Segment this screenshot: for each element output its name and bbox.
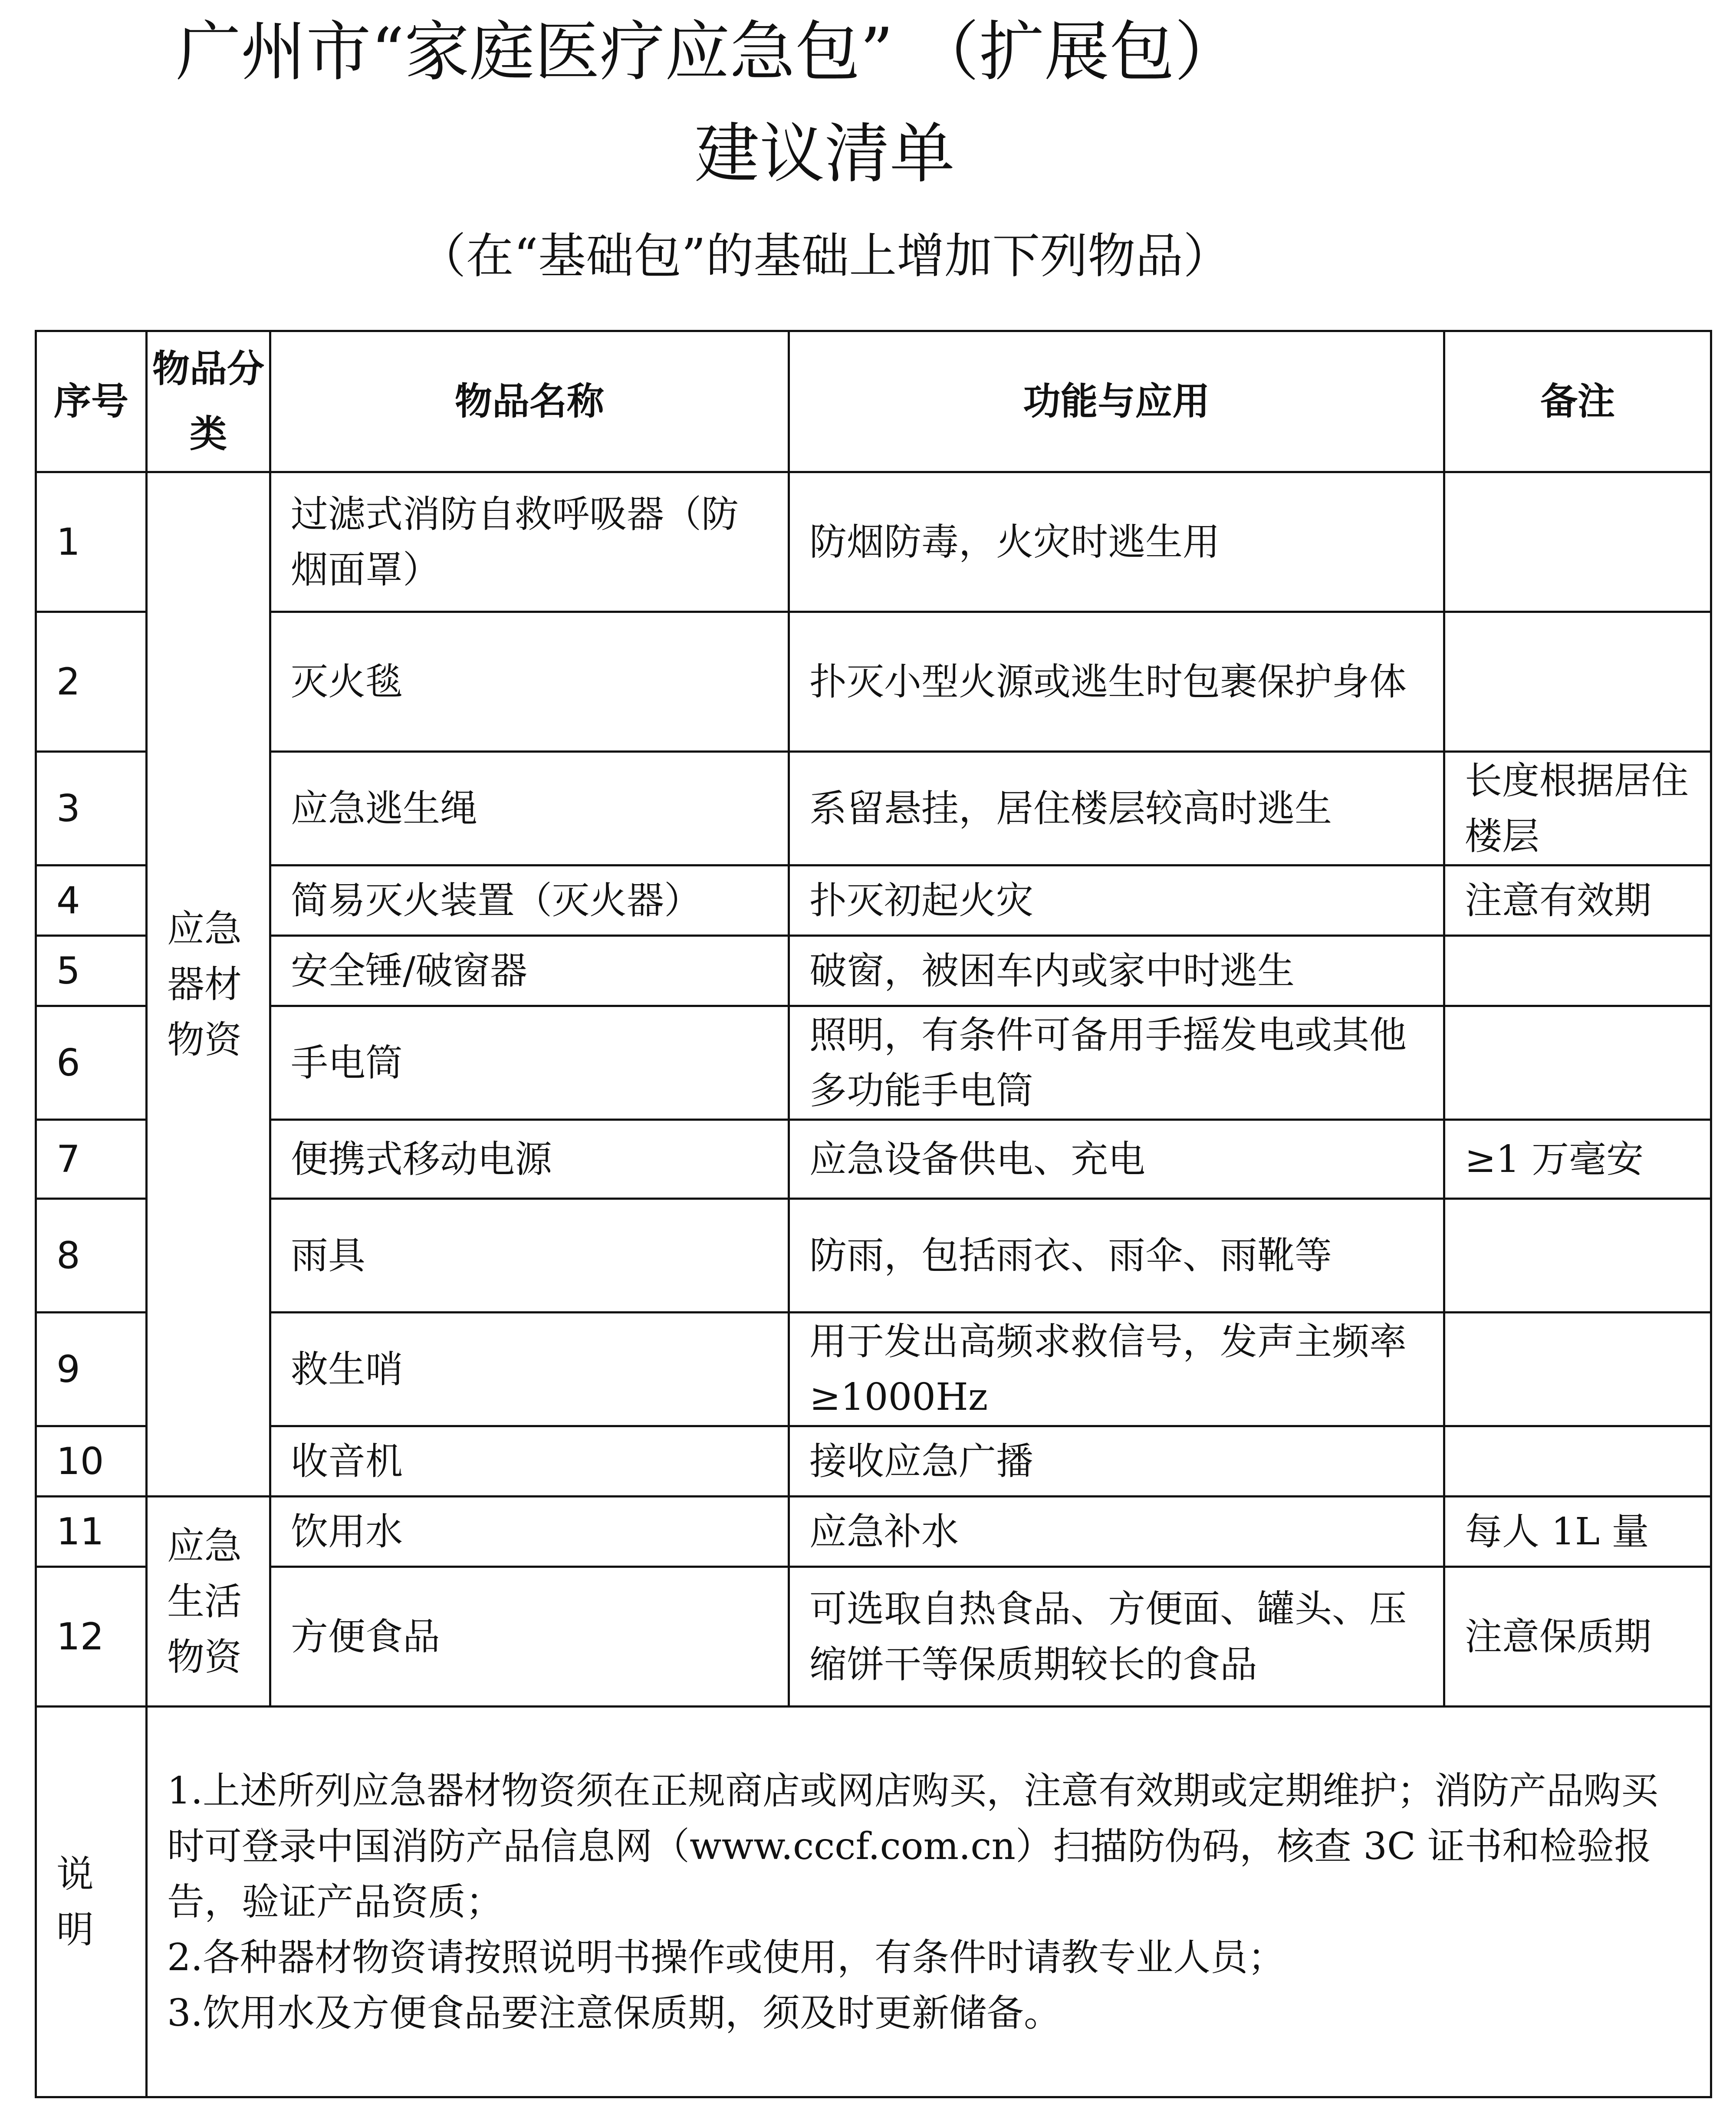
row-seq: 7 xyxy=(36,1120,147,1199)
notes-row xyxy=(36,1707,1711,2097)
item-function: 用于发出高频求救信号，发声主频率≥1000Hz xyxy=(789,1313,1444,1426)
table-row xyxy=(36,1567,1711,1707)
item-remark: 长度根据居住楼层 xyxy=(1444,752,1711,865)
category-equipment: 应急器材物资 xyxy=(147,472,270,1497)
table-row xyxy=(36,1426,1711,1497)
row-seq: 1 xyxy=(36,472,147,612)
item-remark xyxy=(1444,1199,1711,1313)
row-seq: 12 xyxy=(36,1567,147,1707)
item-name: 饮用水 xyxy=(270,1497,789,1567)
item-function: 应急设备供电、充电 xyxy=(789,1120,1444,1199)
item-remark: 注意保质期 xyxy=(1444,1567,1711,1707)
item-name: 方便食品 xyxy=(270,1567,789,1707)
item-remark: 每人 1L 量 xyxy=(1444,1497,1711,1567)
item-function: 扑灭小型火源或逃生时包裹保护身体 xyxy=(789,612,1444,752)
item-name: 简易灭火装置（灭火器） xyxy=(270,865,789,936)
row-seq: 3 xyxy=(36,752,147,865)
item-remark xyxy=(1444,1313,1711,1426)
document-title: 广州市“家庭医疗应急包” （扩展包） xyxy=(176,14,1240,90)
note-item-1: 1.上述所列应急器材物资须在正规商店或网店购买，注意有效期或定期维护；消防产品购买时可登录中国消防产品信息网（www.cccf.com.cn）扫描防伪码，核查 3C 证书和检验报告，验证产品资质； xyxy=(167,1769,1659,1924)
item-function: 应急补水 xyxy=(789,1497,1444,1567)
category-living: 应急生活物资 xyxy=(147,1497,270,1707)
item-name: 雨具 xyxy=(270,1199,789,1313)
notes-heading: 说明 xyxy=(36,1707,147,2097)
document-subtitle: （在“基础包”的基础上增加下列物品） xyxy=(418,228,1231,284)
item-name: 手电筒 xyxy=(270,1006,789,1120)
table-row xyxy=(36,1120,1711,1199)
table-row xyxy=(36,472,1711,612)
item-function: 防雨，包括雨衣、雨伞、雨靴等 xyxy=(789,1199,1444,1313)
item-function: 防烟防毒，火灾时逃生用 xyxy=(789,472,1444,612)
item-remark xyxy=(1444,1426,1711,1497)
row-seq: 10 xyxy=(36,1426,147,1497)
row-seq: 6 xyxy=(36,1006,147,1120)
item-name: 救生哨 xyxy=(270,1313,789,1426)
table-row xyxy=(36,1199,1711,1313)
row-seq: 4 xyxy=(36,865,147,936)
row-seq: 2 xyxy=(36,612,147,752)
row-seq: 9 xyxy=(36,1313,147,1426)
header-remark: 备注 xyxy=(1444,331,1711,472)
table-row xyxy=(36,865,1711,936)
item-name: 收音机 xyxy=(270,1426,789,1497)
header-function: 功能与应用 xyxy=(789,331,1444,472)
note-item-2: 2.各种器材物资请按照说明书操作或使用，有条件时请教专业人员； xyxy=(167,1935,1286,1979)
item-name: 灭火毯 xyxy=(270,612,789,752)
item-function: 接收应急广播 xyxy=(789,1426,1444,1497)
item-function: 扑灭初起火灾 xyxy=(789,865,1444,936)
item-name: 应急逃生绳 xyxy=(270,752,789,865)
item-remark: 注意有效期 xyxy=(1444,865,1711,936)
item-remark xyxy=(1444,936,1711,1006)
table-header-row xyxy=(36,331,1711,472)
row-seq: 5 xyxy=(36,936,147,1006)
row-seq: 8 xyxy=(36,1199,147,1313)
supply-list-table xyxy=(35,330,1712,2098)
row-seq: 11 xyxy=(36,1497,147,1567)
note-item-3: 3.饮用水及方便食品要注意保质期，须及时更新储备。 xyxy=(167,1991,1062,2035)
table-row xyxy=(36,1497,1711,1567)
header-seq: 序号 xyxy=(36,331,147,472)
document-title-line2: 建议清单 xyxy=(694,116,955,192)
notes-body xyxy=(147,1707,1711,2097)
header-name: 物品名称 xyxy=(270,331,789,472)
item-remark xyxy=(1444,1006,1711,1120)
item-remark xyxy=(1444,612,1711,752)
table-row xyxy=(36,752,1711,865)
header-category: 物品分类 xyxy=(147,331,270,472)
item-function: 系留悬挂，居住楼层较高时逃生 xyxy=(789,752,1444,865)
item-function: 照明，有条件可备用手摇发电或其他多功能手电筒 xyxy=(789,1006,1444,1120)
item-remark: ≥1 万毫安 xyxy=(1444,1120,1711,1199)
item-remark xyxy=(1444,472,1711,612)
item-name: 过滤式消防自救呼吸器（防烟面罩） xyxy=(270,472,789,612)
table-row xyxy=(36,612,1711,752)
table-row xyxy=(36,1313,1711,1426)
table-row xyxy=(36,1006,1711,1120)
table-row xyxy=(36,936,1711,1006)
item-name: 便携式移动电源 xyxy=(270,1120,789,1199)
item-name: 安全锤/破窗器 xyxy=(270,936,789,1006)
item-function: 破窗，被困车内或家中时逃生 xyxy=(789,936,1444,1006)
item-function: 可选取自热食品、方便面、罐头、压缩饼干等保质期较长的食品 xyxy=(789,1567,1444,1707)
